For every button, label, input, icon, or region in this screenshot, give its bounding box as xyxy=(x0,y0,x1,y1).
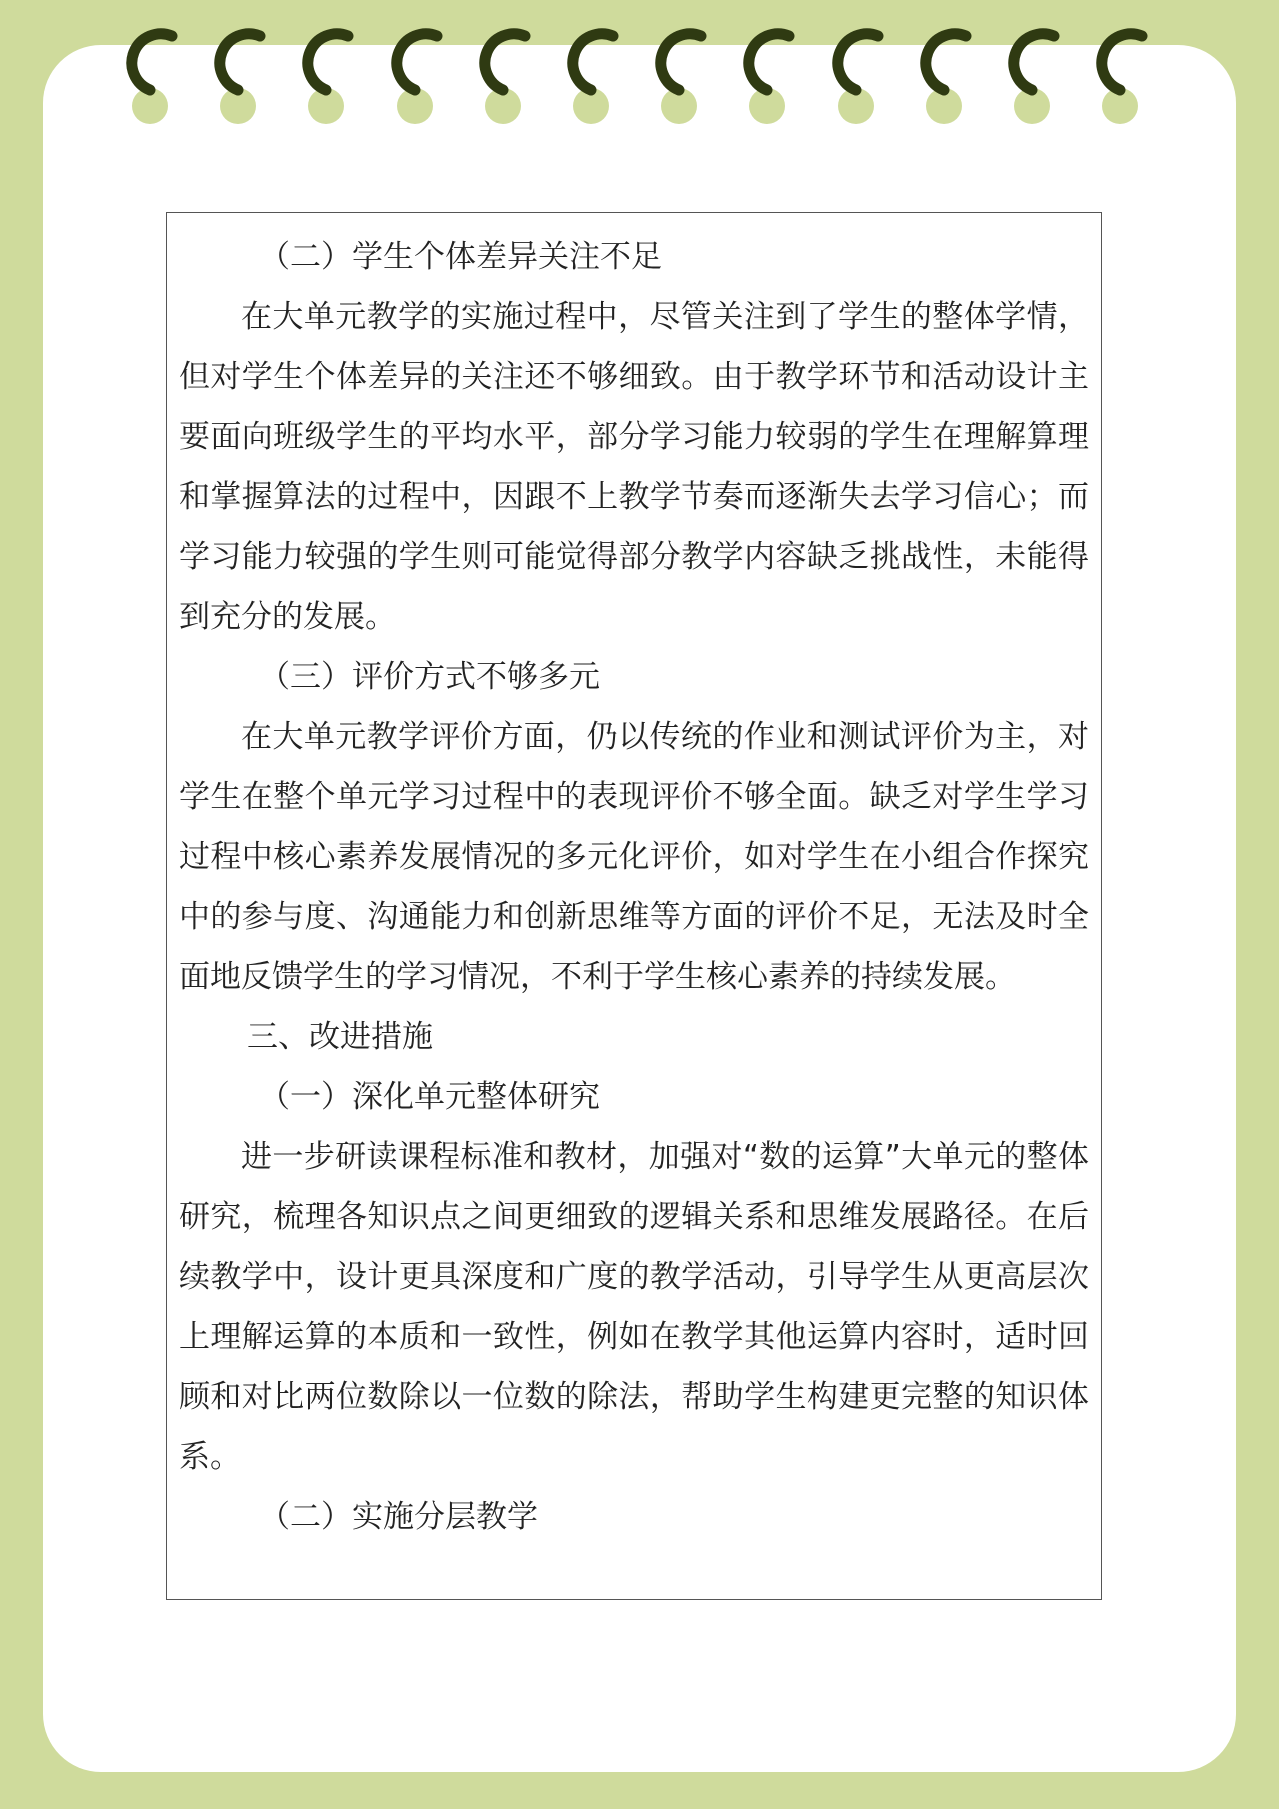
spiral-ring-icon xyxy=(379,24,451,96)
paragraph-evaluation xyxy=(179,707,1089,1007)
spiral-ring-icon xyxy=(643,24,715,96)
spiral-ring-icon xyxy=(908,24,980,96)
spiral-ring-icon xyxy=(555,24,627,96)
document-frame xyxy=(166,212,1102,1600)
spiral-ring-icon xyxy=(114,24,186,96)
section-heading-individual-differences: （二）学生个体差异关注不足 xyxy=(259,239,662,275)
paragraph-text: 在大单元教学的实施过程中，尽管关注到了学生的整体学情，但对学生个体差异的关注还不够细致。由于教学环节和活动设计主要面向班级学生的平均水平，部分学习能力较弱的学生在理解算理和掌握算法的过程中，因跟不上教学节奏而逐渐失去学习信心；而学习能力较强的学生则可能觉得部分教学内容缺乏挑战性，未能得到充分的发展。 xyxy=(179,299,1089,635)
spiral-ring-icon xyxy=(290,24,362,96)
spiral-ring-icon xyxy=(731,24,803,96)
paragraph-text: 进一步研读课程标准和教材，加强对“数的运算”大单元的整体研究，梳理各知识点之间更细致的逻辑关系和思维发展路径。在后续教学中，设计更具深度和广度的教学活动，引导学生从更高层次上理解运算的本质和一致性，例如在教学其他运算内容时，适时回顾和对比两位数除以一位数的除法，帮助学生构建更完整的知识体系。 xyxy=(179,1139,1089,1475)
spiral-ring-icon xyxy=(467,24,539,96)
paragraph-text: 在大单元教学评价方面，仍以传统的作业和测试评价为主，对学生在整个单元学习过程中的表现评价不够全面。缺乏对学生学习过程中核心素养发展情况的多元化评价，如对学生在小组合作探究中的参与度、沟通能力和创新思维等方面的评价不足，无法及时全面地反馈学生的学习情况，不利于学生核心素养的持续发展。 xyxy=(179,719,1089,995)
spiral-ring-icon xyxy=(996,24,1068,96)
section-heading-evaluation: （三）评价方式不够多元 xyxy=(259,659,600,695)
paragraph-unit-research xyxy=(179,1127,1089,1487)
spiral-binding xyxy=(0,0,1279,140)
paragraph-individual-differences xyxy=(179,287,1089,647)
spiral-ring-icon xyxy=(820,24,892,96)
spiral-ring-icon xyxy=(1084,24,1156,96)
chapter-heading-improvements: 三、改进措施 xyxy=(247,1019,433,1055)
spiral-ring-icon xyxy=(202,24,274,96)
section-heading-layered-teaching: （二）实施分层教学 xyxy=(259,1499,538,1535)
section-heading-unit-research: （一）深化单元整体研究 xyxy=(259,1079,600,1115)
